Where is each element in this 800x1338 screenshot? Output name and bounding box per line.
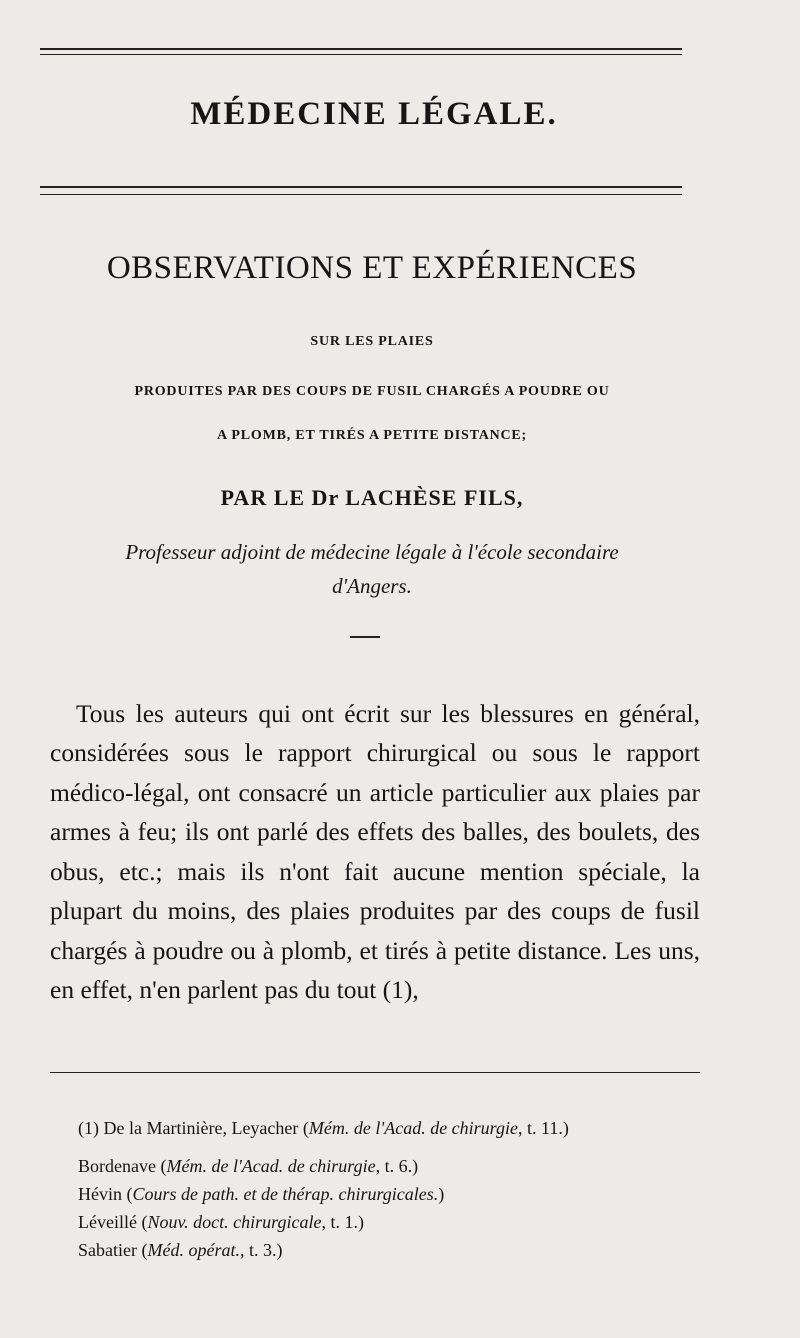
author-affiliation-line1: Professeur adjoint de médecine légale à l'école secondaire (125, 540, 619, 564)
footnote-volume: , t. 6.) (375, 1156, 419, 1176)
footnote-volume: ) (438, 1184, 445, 1204)
footnote-entry (78, 1152, 708, 1180)
article-subtitle-line3: A PLOMB, ET TIRÉS A PETITE DISTANCE; (216, 428, 528, 443)
running-title: MÉDECINE LÉGALE. (190, 96, 558, 132)
footnote-volume: , t. 1.) (321, 1212, 364, 1232)
footnote-author: Sabatier ( (78, 1240, 148, 1260)
footnote-work: Méd. opérat. (147, 1240, 240, 1260)
title-rule-upper (40, 186, 682, 188)
top-rule (40, 48, 682, 50)
footnote-work: Mém. de l'Acad. de chirurgie (308, 1118, 519, 1138)
article-title: OBSERVATIONS ET EXPÉRIENCES (106, 250, 638, 286)
author-affiliation-line2: d'Angers. (332, 574, 412, 598)
section-separator (350, 636, 380, 638)
footnote-author: Hévin ( (78, 1184, 133, 1204)
footnote-work: Nouv. doct. chirurgicale (147, 1212, 322, 1232)
footnote-author: De la Martinière, Leyacher ( (103, 1118, 309, 1138)
article-subtitle-line2: PRODUITES PAR DES COUPS DE FUSIL CHARGÉS A POUDRE OU (134, 384, 610, 399)
footnote-work: Cours de path. et de thérap. chirurgicales. (132, 1184, 439, 1204)
footnote-rule (50, 1072, 700, 1073)
footnote-volume: , t. 3.) (239, 1240, 283, 1260)
title-rule-lower (40, 194, 682, 195)
top-rule-thin (40, 54, 682, 55)
footnote-entry (78, 1180, 708, 1208)
footnotes (78, 1114, 708, 1264)
footnote-author: Léveillé ( (78, 1212, 148, 1232)
footnote-marker: (1) (78, 1118, 99, 1138)
article-subtitle-line1: SUR LES PLAIES (310, 334, 434, 349)
body-paragraph: Tous les auteurs qui ont écrit sur les blessures en général, considérées sous le rapport chirurgical ou sous le rapport médico-légal, ont consacré un article particulier aux plaies par armes à feu; ils ont parlé des effets des balles, des boulets, des obus, etc.; mais ils n'ont fait aucune mention spéciale, la plupart du moins, des plaies produites par des coups de fusil chargés à poudre ou à plomb, et tirés à petite distance. Les uns, en effet, n'en parlent pas du tout (1), (50, 698, 700, 1004)
footnote-entry (78, 1208, 708, 1236)
footnote-entry (78, 1114, 708, 1142)
footnote-volume: , t. 11.) (518, 1118, 569, 1138)
footnote-author: Bordenave ( (78, 1156, 167, 1176)
footnote-entry (78, 1236, 708, 1264)
footnote-work: Mém. de l'Acad. de chirurgie (166, 1156, 376, 1176)
article-author: PAR LE Dr LACHÈSE FILS, (220, 485, 524, 510)
